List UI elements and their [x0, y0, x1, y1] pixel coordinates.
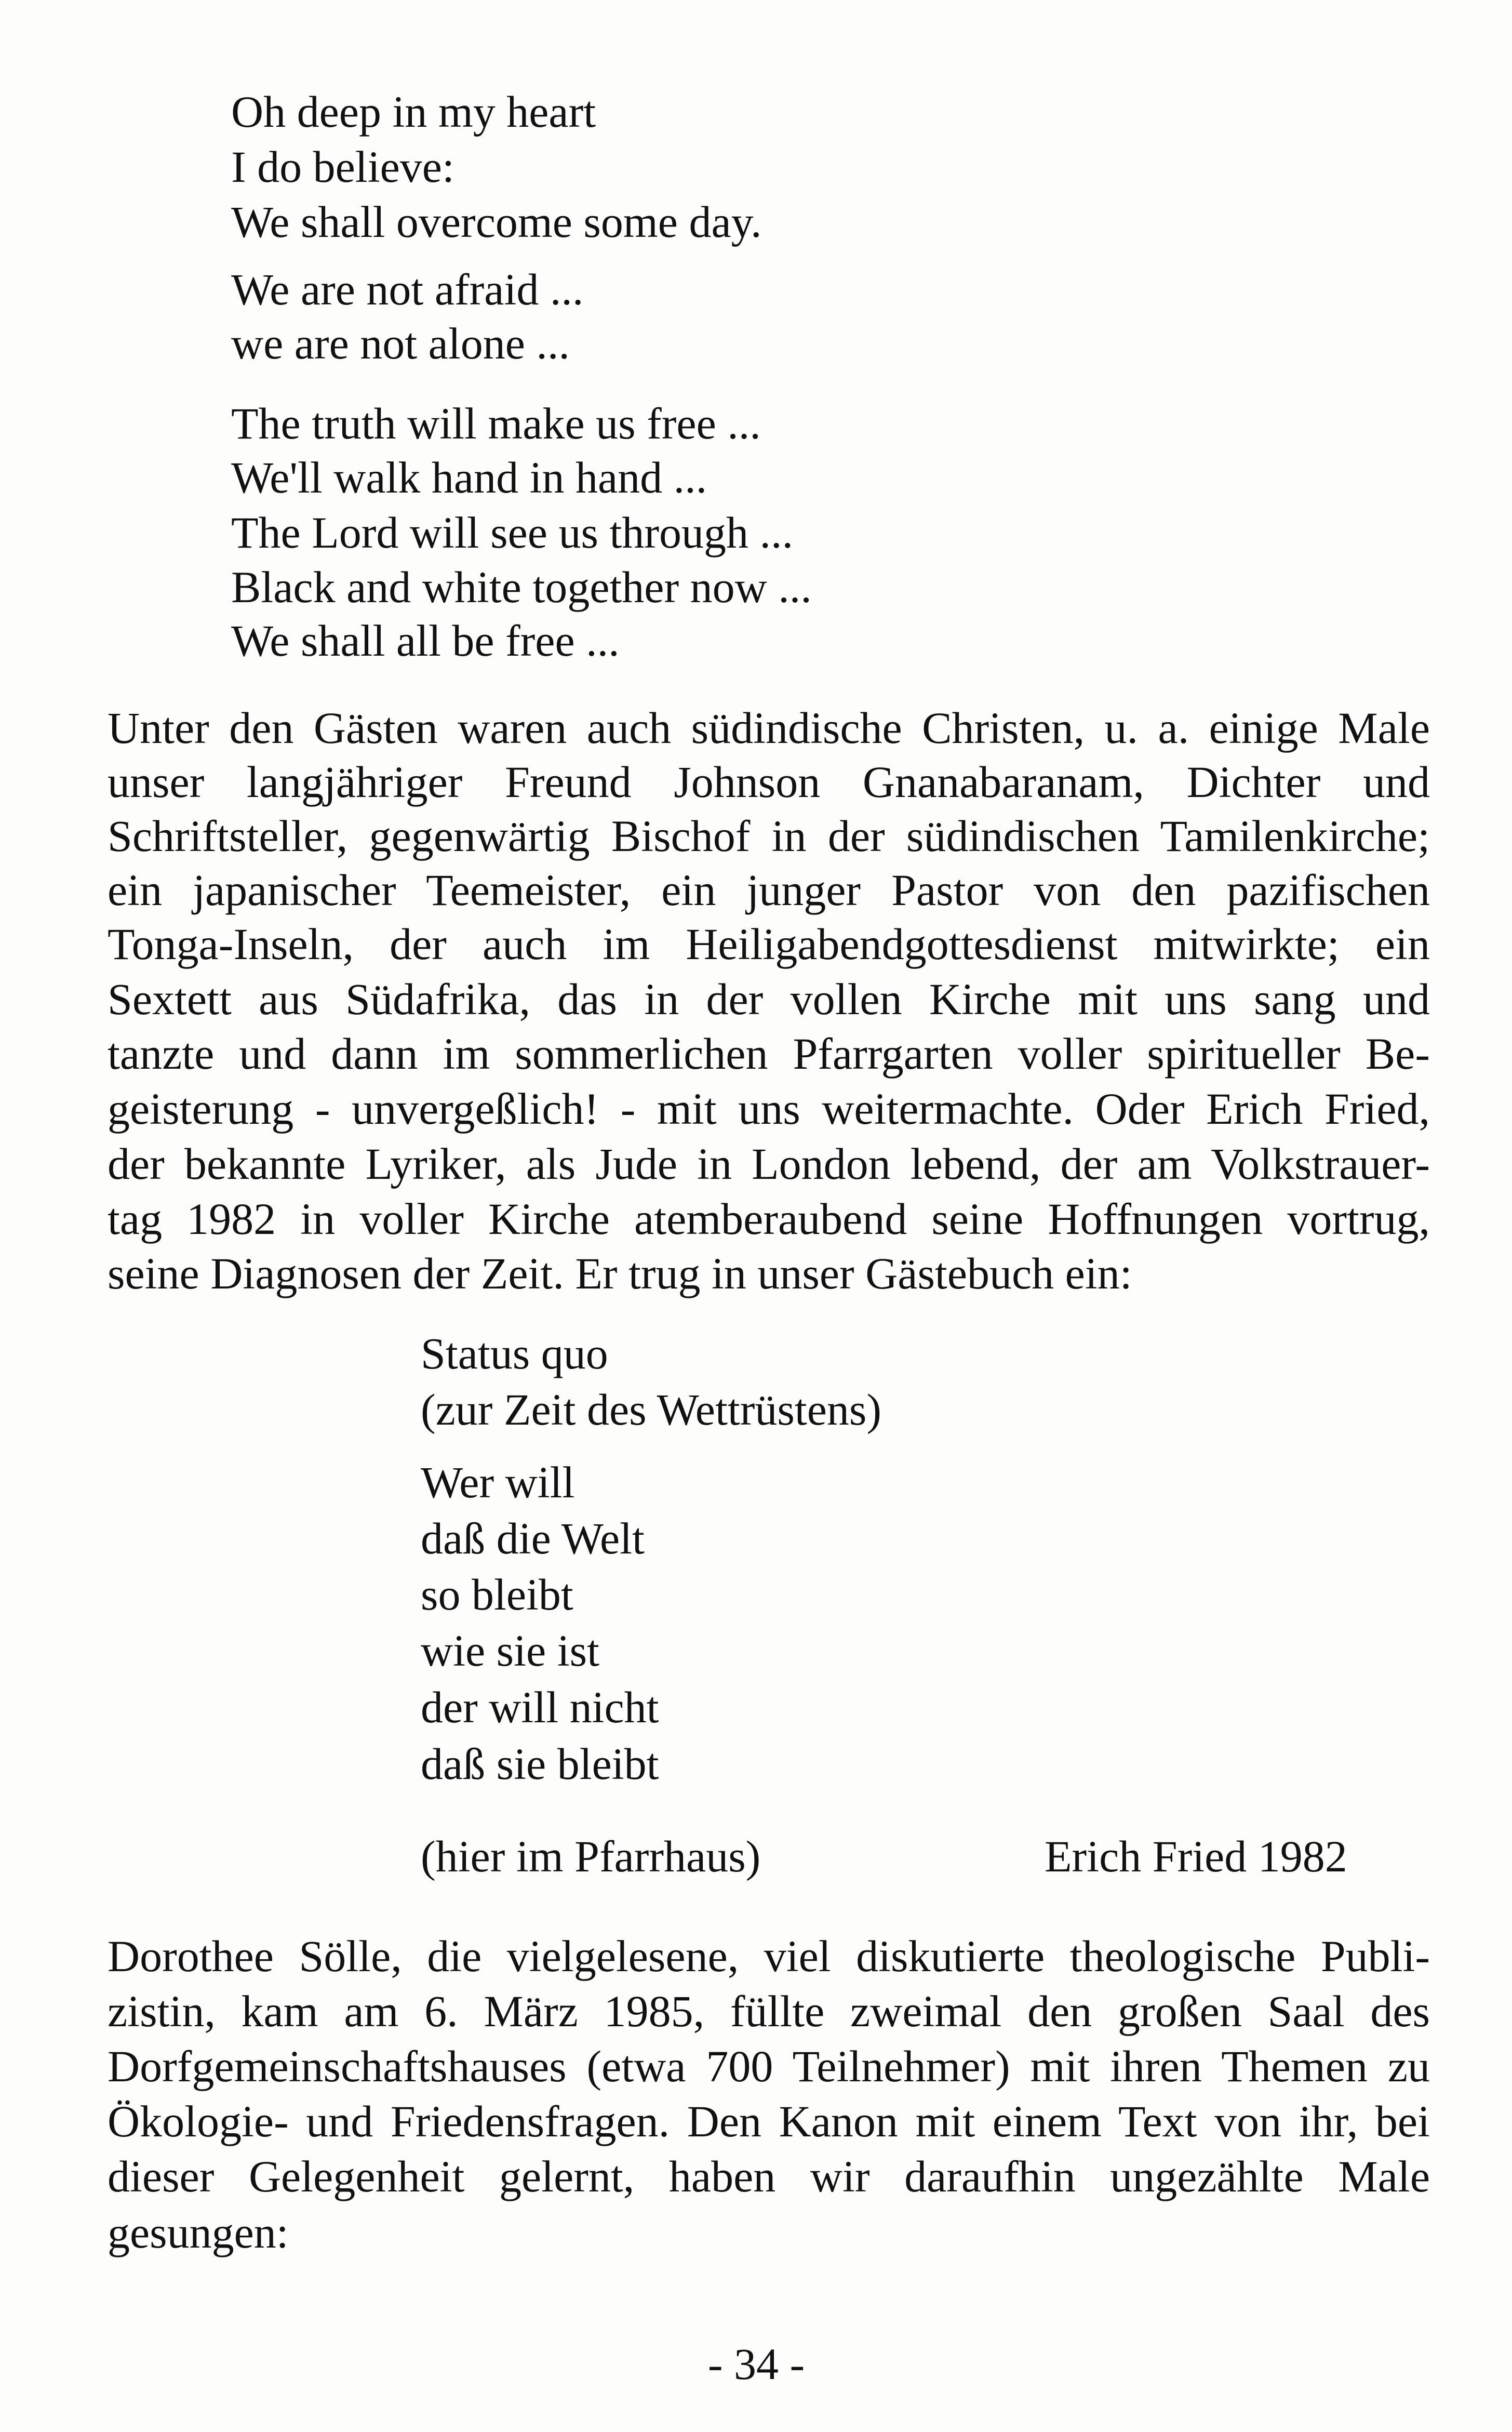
song-line: The Lord will see us through ...	[231, 508, 793, 557]
song-line: we are not alone ...	[231, 318, 570, 368]
paragraph-line: dieser Gelegenheit gelernt, haben wir daraufhin ungezählte Male	[108, 2151, 1430, 2201]
paragraph-line: tanzte und dann im sommerlichen Pfarrgarten voller spiritueller Be-	[108, 1029, 1430, 1079]
poem-line: so bleibt	[421, 1570, 573, 1619]
song-line: We shall overcome some day.	[231, 197, 762, 247]
song-line: Oh deep in my heart	[231, 87, 596, 137]
paragraph-line: Tonga-Inseln, der auch im Heiligabendgottesdienst mitwirkte; ein	[108, 919, 1430, 969]
poem-subtitle: (zur Zeit des Wettrüstens)	[421, 1385, 882, 1434]
song-line: We shall all be free ...	[231, 616, 620, 666]
song-line: Black and white together now ...	[231, 562, 812, 612]
paragraph-line: Sextett aus Südafrika, das in der vollen Kirche mit uns sang und	[108, 974, 1430, 1024]
paragraph-line: Schriftsteller, gegenwärtig Bischof in der südindischen Tamilenkirche;	[108, 811, 1430, 861]
paragraph-line: unser langjähriger Freund Johnson Gnanabaranam, Dichter und	[108, 757, 1430, 807]
poem-line: wie sie ist	[421, 1626, 599, 1676]
song-line: I do believe:	[231, 142, 454, 192]
poem-line: daß die Welt	[421, 1513, 645, 1563]
page-number: - 34 -	[707, 2339, 805, 2389]
paragraph-line: der bekannte Lyriker, als Jude in London lebend, der am Volkstrauer-	[108, 1139, 1430, 1189]
paragraph-line: zistin, kam am 6. März 1985, füllte zweimal den großen Saal des	[108, 1986, 1430, 2036]
paragraph-line: Unter den Gästen waren auch südindische Christen, u. a. einige Male	[108, 703, 1430, 753]
poem-signature: Erich Fried 1982	[1045, 1831, 1347, 1881]
song-line: We are not afraid ...	[231, 264, 584, 314]
paragraph-line: seine Diagnosen der Zeit. Er trug in unser Gästebuch ein:	[108, 1248, 1132, 1298]
song-line: We'll walk hand in hand ...	[231, 453, 707, 502]
paragraph-line: gesungen:	[108, 2208, 289, 2257]
paragraph-line: Dorothee Sölle, die vielgelesene, viel diskutierte theologische Publi-	[108, 1931, 1430, 1981]
song-line: The truth will make us free ...	[231, 398, 761, 448]
paragraph-line: geisterung - unvergeßlich! - mit uns weitermachte. Oder Erich Fried,	[108, 1084, 1430, 1134]
poem-line: daß sie bleibt	[421, 1739, 659, 1789]
poem-line: der will nicht	[421, 1682, 659, 1732]
poem-line: Wer will	[421, 1457, 575, 1507]
paragraph-line: ein japanischer Teemeister, ein junger Pastor von den pazifischen	[108, 865, 1430, 915]
poem-title: Status quo	[421, 1328, 608, 1378]
paragraph-line: Dorfgemeinschaftshauses (etwa 700 Teilnehmer) mit ihren Themen zu	[108, 2041, 1430, 2091]
poem-note: (hier im Pfarrhaus)	[421, 1831, 761, 1881]
paragraph-line: tag 1982 in voller Kirche atemberaubend seine Hoffnungen vortrug,	[108, 1194, 1430, 1244]
paragraph-line: Ökologie- und Friedensfragen. Den Kanon mit einem Text von ihr, bei	[108, 2096, 1430, 2146]
